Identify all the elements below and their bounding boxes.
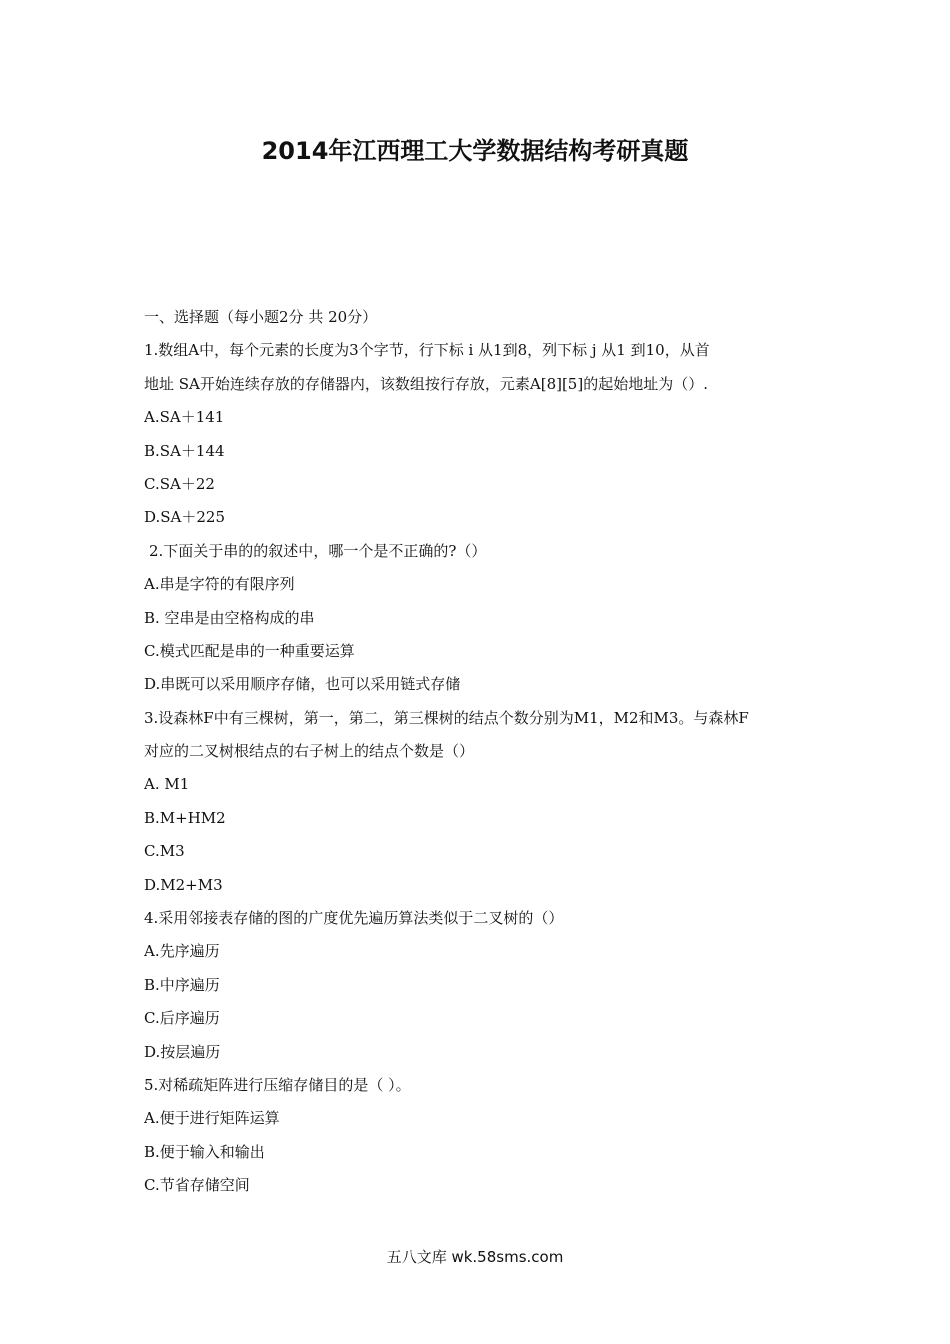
question-4-option-a: A.先序遍历 xyxy=(144,942,220,961)
question-3-option-b: B.M+HM2 xyxy=(144,808,226,827)
question-4-stem: 4.采用邻接表存储的图的广度优先遍历算法类似于二叉树的（） xyxy=(144,909,564,928)
footer-watermark: 五八文库 wk.58sms.com xyxy=(386,1248,564,1266)
question-1-stem-line-2: 地址 SA开始连续存放的存储器内，该数组按行存放，元素A[8][5]的起始地址为（）. xyxy=(144,374,708,393)
question-5-option-a: A.便于进行矩阵运算 xyxy=(144,1109,280,1128)
question-2-stem: 2.下面关于串的的叙述中，哪一个是不正确的?（） xyxy=(149,541,487,560)
question-1-stem-line-1: 1.数组A中，每个元素的长度为3个字节，行下标 i 从1到8，列下标 j 从1 到10，从首 xyxy=(144,341,710,360)
question-2-option-c: C.模式匹配是串的一种重要运算 xyxy=(144,641,355,660)
question-3-stem-line-2: 对应的二叉树根结点的右子树上的结点个数是（） xyxy=(144,742,475,761)
question-4-option-d: D.按层遍历 xyxy=(144,1042,221,1061)
question-5-stem: 5.对稀疏矩阵进行压缩存储目的是（ ）。 xyxy=(144,1075,411,1094)
question-5-option-b: B.便于输入和输出 xyxy=(144,1142,265,1161)
question-4-option-b: B.中序遍历 xyxy=(144,975,220,994)
question-2-option-a: A.串是字符的有限序列 xyxy=(144,575,295,594)
question-3-stem-line-1: 3.设森林F中有三棵树，第一，第二，第三棵树的结点个数分别为M1，M2和M3。与森林F xyxy=(144,708,749,727)
question-2-option-d: D.串既可以采用顺序存储，也可以采用链式存储 xyxy=(144,675,461,694)
question-2-option-b: B. 空串是由空格构成的串 xyxy=(144,608,315,627)
question-4-option-c: C.后序遍历 xyxy=(144,1009,220,1028)
question-5-option-c: C.节省存储空间 xyxy=(144,1176,250,1195)
document-title: 2014年江西理工大学数据结构考研真题 xyxy=(261,137,689,165)
section-heading: 一、选择题（每小题2分 共 20分） xyxy=(144,308,378,326)
question-3-option-a: A. M1 xyxy=(144,775,190,794)
document-body xyxy=(144,301,824,1203)
question-1-option-a: A.SA＋141 xyxy=(144,408,225,427)
question-1-option-d: D.SA＋225 xyxy=(144,508,225,527)
question-1-option-c: C.SA＋22 xyxy=(144,474,215,493)
question-1-option-b: B.SA＋144 xyxy=(144,441,225,460)
question-3-option-c: C.M3 xyxy=(144,842,185,861)
question-3-option-d: D.M2+M3 xyxy=(144,875,223,894)
